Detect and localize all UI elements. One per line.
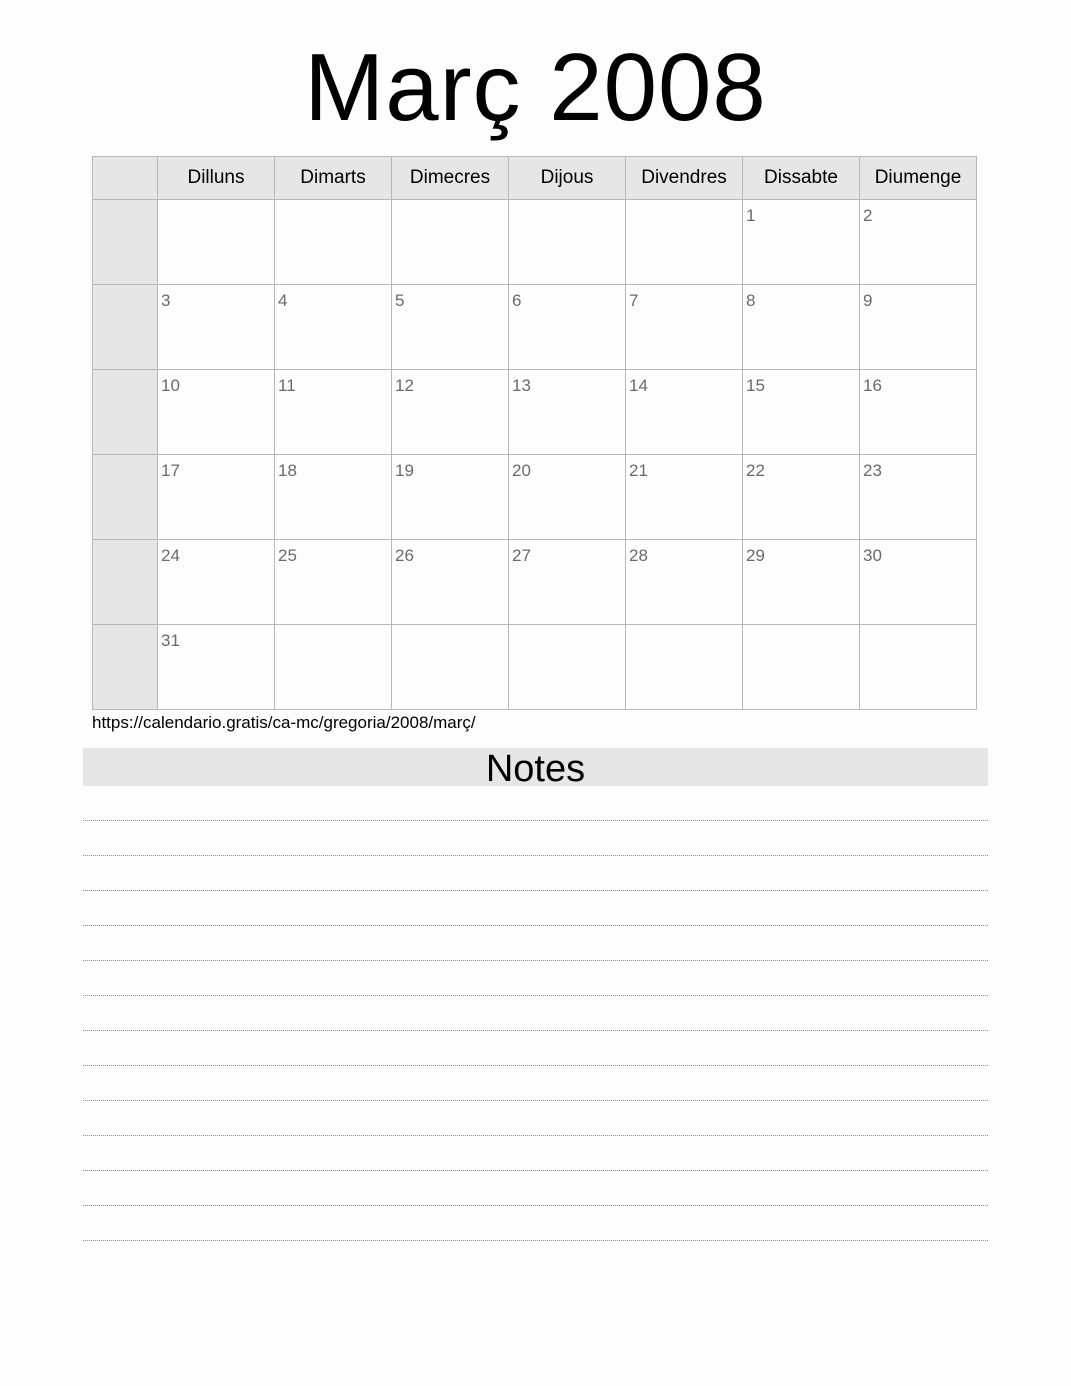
day-number: 9: [863, 291, 873, 310]
note-line: [83, 926, 988, 961]
day-number: 27: [512, 546, 531, 565]
day-number: 25: [278, 546, 297, 565]
calendar-grid: [92, 156, 977, 710]
day-number: 2: [863, 206, 873, 225]
day-number: 6: [512, 291, 522, 310]
day-number: [275, 625, 391, 631]
day-cell: [860, 370, 977, 455]
day-number: 1: [746, 206, 756, 225]
day-number: 11: [278, 376, 296, 395]
day-cell: [509, 285, 626, 370]
day-number: 14: [629, 376, 648, 395]
day-number: 19: [395, 461, 414, 480]
day-cell: [392, 200, 509, 285]
day-cell: [275, 455, 392, 540]
day-cell: [158, 455, 275, 540]
day-cell: [860, 540, 977, 625]
day-number: [509, 625, 625, 631]
day-cell: [626, 285, 743, 370]
day-cell: [158, 285, 275, 370]
source-url: https://calendario.gratis/ca-mc/gregoria/2008/març/: [92, 713, 476, 732]
day-number: 31: [161, 631, 180, 650]
day-number: [509, 200, 625, 206]
day-number: 12: [395, 376, 414, 395]
day-cell: [275, 625, 392, 710]
day-cell: [392, 625, 509, 710]
note-line: [83, 1136, 988, 1171]
calendar-title: Març 2008: [304, 34, 767, 141]
day-number: 23: [863, 461, 882, 480]
note-line: [83, 1171, 988, 1206]
day-number: 8: [746, 291, 756, 310]
note-line: [83, 1101, 988, 1136]
day-number: 22: [746, 461, 765, 480]
week-row: [93, 285, 977, 370]
week-side-cell: [93, 625, 158, 710]
note-line: [83, 1206, 988, 1241]
week-side-cell: [93, 540, 158, 625]
day-cell: [743, 540, 860, 625]
weekday-header: Dimarts: [275, 157, 392, 200]
week-row: [93, 200, 977, 285]
notes-lines: [83, 786, 988, 1241]
day-number: 10: [161, 376, 180, 395]
day-number: 15: [746, 376, 765, 395]
week-side-cell: [93, 455, 158, 540]
day-number: [158, 200, 274, 206]
day-number: 7: [629, 291, 639, 310]
note-line: [83, 1031, 988, 1066]
day-cell: [509, 540, 626, 625]
note-line: [83, 891, 988, 926]
notes-heading: Notes: [83, 748, 988, 786]
week-side-cell: [93, 370, 158, 455]
day-cell: [158, 625, 275, 710]
day-number: 28: [629, 546, 648, 565]
day-number: [743, 625, 859, 631]
week-row: [93, 540, 977, 625]
weekday-header: Dissabte: [743, 157, 860, 200]
day-number: 21: [629, 461, 648, 480]
day-number: 5: [395, 291, 405, 310]
day-number: 16: [863, 376, 882, 395]
day-cell: [626, 455, 743, 540]
week-side-cell: [93, 200, 158, 285]
day-number: 24: [161, 546, 180, 565]
day-cell: [158, 200, 275, 285]
day-number: 3: [161, 291, 171, 310]
day-cell: [509, 370, 626, 455]
day-cell: [158, 540, 275, 625]
note-line: [83, 821, 988, 856]
weekday-header: Dijous: [509, 157, 626, 200]
weekday-header: Dimecres: [392, 157, 509, 200]
week-row: [93, 370, 977, 455]
day-number: [392, 625, 508, 631]
day-number: [626, 625, 742, 631]
day-number: 30: [863, 546, 882, 565]
day-number: 17: [161, 461, 180, 480]
weekday-header: Diumenge: [860, 157, 977, 200]
day-cell: [626, 540, 743, 625]
day-number: 29: [746, 546, 765, 565]
note-line: [83, 786, 988, 821]
day-cell: [743, 285, 860, 370]
day-cell: [275, 200, 392, 285]
day-number: 20: [512, 461, 531, 480]
day-cell: [860, 285, 977, 370]
week-row: [93, 625, 977, 710]
weekday-header: Dilluns: [158, 157, 275, 200]
day-cell: [392, 540, 509, 625]
day-cell: [158, 370, 275, 455]
day-number: 13: [512, 376, 531, 395]
day-cell: [392, 370, 509, 455]
day-cell: [743, 200, 860, 285]
day-number: 18: [278, 461, 297, 480]
day-cell: [860, 625, 977, 710]
day-number: [626, 200, 742, 206]
day-cell: [626, 370, 743, 455]
day-cell: [743, 370, 860, 455]
day-cell: [860, 200, 977, 285]
note-line: [83, 961, 988, 996]
day-cell: [626, 200, 743, 285]
week-side-cell: [93, 285, 158, 370]
note-line: [83, 856, 988, 891]
day-cell: [860, 455, 977, 540]
day-cell: [275, 370, 392, 455]
day-cell: [392, 285, 509, 370]
day-cell: [392, 455, 509, 540]
day-number: [275, 200, 391, 206]
weekday-header-row: [93, 157, 977, 200]
day-cell: [743, 455, 860, 540]
day-number: [860, 625, 976, 631]
day-cell: [509, 200, 626, 285]
day-cell: [509, 455, 626, 540]
day-number: 26: [395, 546, 414, 565]
day-cell: [509, 625, 626, 710]
weekday-header: Divendres: [626, 157, 743, 200]
day-number: 4: [278, 291, 288, 310]
day-number: [392, 200, 508, 206]
day-cell: [275, 540, 392, 625]
day-cell: [626, 625, 743, 710]
week-row: [93, 455, 977, 540]
note-line: [83, 1066, 988, 1101]
day-cell: [743, 625, 860, 710]
day-cell: [275, 285, 392, 370]
week-column-header: [93, 157, 158, 200]
note-line: [83, 996, 988, 1031]
